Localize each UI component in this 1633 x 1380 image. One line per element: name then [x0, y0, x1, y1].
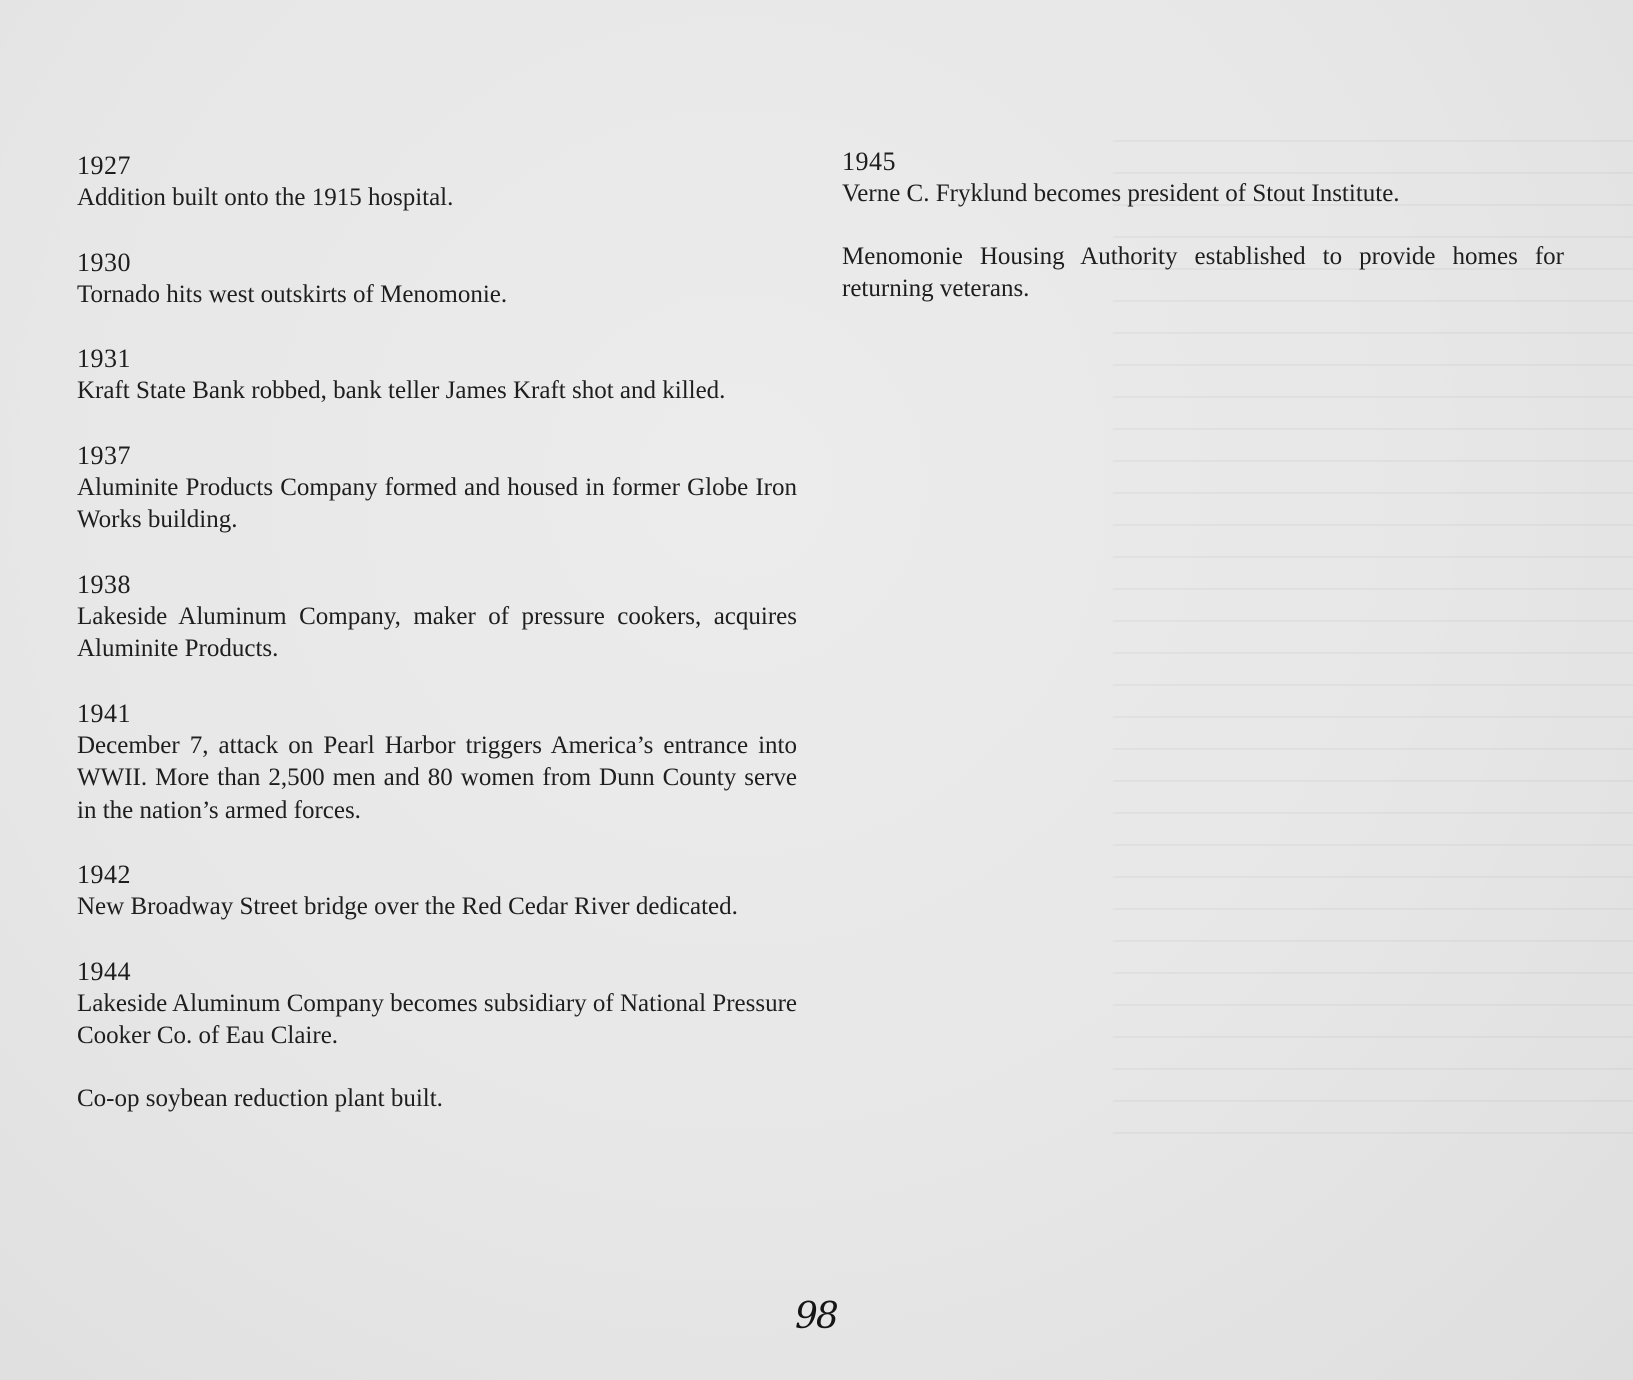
entry-text: Verne C. Fryklund becomes president of Stout Institute. — [842, 180, 1400, 207]
entry-year: 1941 — [77, 698, 131, 728]
timeline-entry-1930 — [77, 247, 797, 312]
page-number: 98 — [795, 1296, 837, 1337]
entry-year: 1942 — [77, 860, 131, 889]
left-column — [77, 150, 797, 1147]
entry-year: 1931 — [77, 344, 131, 373]
entry-text: Co-op soybean reduction plant built. — [77, 1084, 443, 1112]
entry-year: 1937 — [77, 440, 131, 470]
entry-text: December 7, attack on Pearl Harbor triggers America’s entrance into WWII. More than 2,500 men and 80 women from Dunn County serve in the nation’s armed forces. — [77, 731, 797, 824]
entry-year: 1938 — [77, 569, 131, 599]
entry-text: New Broadway Street bridge over the Red Cedar River dedicated. — [77, 893, 738, 920]
timeline-entry-1941 — [77, 698, 797, 828]
timeline-entry-1927 — [77, 150, 797, 215]
timeline-entry-1938 — [77, 569, 797, 666]
right-column — [842, 146, 1564, 338]
entry-year: 1927 — [77, 151, 131, 180]
entry-text: Lakeside Aluminum Company becomes subsidiary of National Pressure Cooker Co. of Eau Claire. — [77, 989, 798, 1049]
timeline-entry-1931 — [77, 343, 797, 408]
entry-text: Menomonie Housing Authority established to provide homes for returning veterans. — [842, 242, 1564, 302]
entry-year: 1945 — [842, 147, 896, 176]
entry-text: Addition built onto the 1915 hospital. — [77, 184, 454, 211]
entry-text: Lakeside Aluminum Company, maker of pressure cookers, acquires Aluminite Products. — [77, 602, 797, 662]
timeline-entry-1945 — [842, 146, 1564, 306]
entry-year: 1944 — [77, 956, 131, 986]
entry-text: Tornado hits west outskirts of Menomonie. — [77, 280, 508, 308]
timeline-entry-1944 — [77, 956, 797, 1116]
entry-year: 1930 — [77, 247, 131, 277]
entry-text: Kraft State Bank robbed, bank teller James Kraft shot and killed. — [77, 377, 726, 404]
timeline-entry-1937 — [77, 440, 797, 537]
timeline-entry-1942 — [77, 859, 797, 924]
entry-text: Aluminite Products Company formed and housed in former Globe Iron Works building. — [77, 473, 797, 533]
